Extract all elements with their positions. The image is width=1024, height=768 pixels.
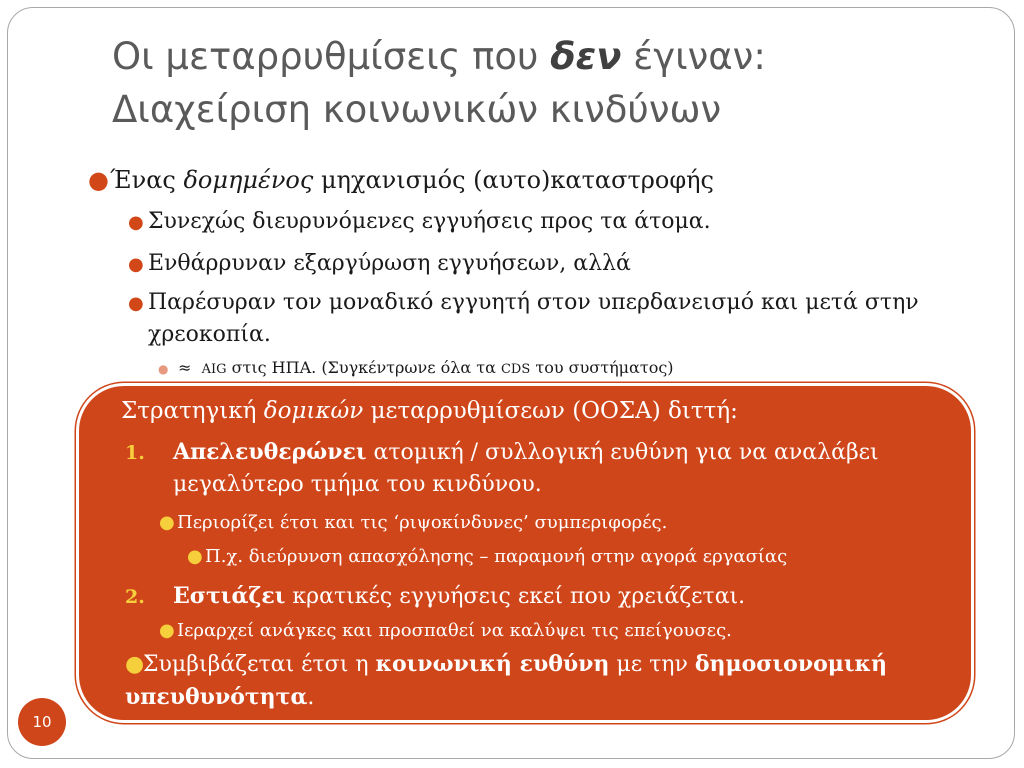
bullet-dot-icon: ●: [128, 293, 144, 314]
item-1: Απελευθερώνει ατομική / συλλογική ευθύνη για να αναλάβει μεγαλύτερο τμήμα του κινδύνου.: [173, 439, 879, 497]
bullet-dot-icon: ●: [158, 362, 169, 376]
item-1-subsub: ● Π.χ. διεύρυνση απασχόλησης – παραμονή στην αγορά εργασίας: [187, 546, 788, 567]
sub-sub-bullet: ● ≈ AIG στις ΗΠΑ. (Συγκέντρωνε όλα τα CDS του συστήματος): [158, 358, 674, 377]
bullet-dot-icon: ●: [125, 652, 145, 677]
slide-title: [112, 30, 972, 136]
bullet-dot-icon: ●: [128, 212, 144, 233]
sub-bullet-3: ● Παρέσυραν τον μοναδικό εγγυητή στον υπερδανεισμό και μετά στην χρεοκοπία.: [128, 290, 919, 347]
bullet-dot-icon: ●: [159, 620, 175, 641]
bullet-dot-icon: ●: [187, 546, 203, 567]
item-2-sub: ● Ιεραρχεί ανάγκες και προσπαθεί να καλύψει τις επείγουσες.: [159, 620, 732, 641]
bullet-level-1: ●Ένας δομημένος μηχανισμός (αυτο)καταστροφής: [88, 166, 714, 194]
bullet-dot-icon: ●: [88, 166, 109, 194]
item-number-2: 2.: [125, 586, 145, 608]
title-line-1: Οι μεταρρυθμίσεις που δεν έγιναν:: [112, 35, 766, 78]
item-1-sub: ● Περιορίζει έτσι και τις ‘ριψοκίνδυνες’ συμπεριφορές.: [159, 512, 668, 533]
bullet-dot-icon: ●: [159, 512, 175, 533]
box-conclusion: ●Συμβιβάζεται έτσι η κοινωνική ευθύνη με την δημοσιονομική υπευθυνότητα.: [125, 651, 887, 710]
box-heading: Στρατηγική δομικών μεταρρυθμίσεων (ΟΟΣΑ) διττή:: [121, 398, 738, 424]
item-number-1: 1.: [125, 442, 145, 464]
title-line-2: Διαχείριση κοινωνικών κινδύνων: [112, 88, 722, 131]
slide-number: 10: [18, 698, 66, 746]
bullet-dot-icon: ●: [128, 254, 144, 275]
item-2: Εστιάζει κρατικές εγγυήσεις εκεί που χρειάζεται.: [173, 583, 746, 609]
sub-bullet-1: ● Συνεχώς διευρυνόμενες εγγυήσεις προς τα άτομα.: [128, 206, 948, 239]
sub-bullet-2: ● Ενθάρρυναν εξαργύρωση εγγυήσεων, αλλά: [128, 248, 948, 281]
strategy-box: [76, 383, 974, 723]
title-emphasis: δεν: [550, 35, 622, 78]
bullet-italic: δομημένος: [183, 166, 314, 194]
approx-symbol: ≈: [178, 358, 192, 377]
